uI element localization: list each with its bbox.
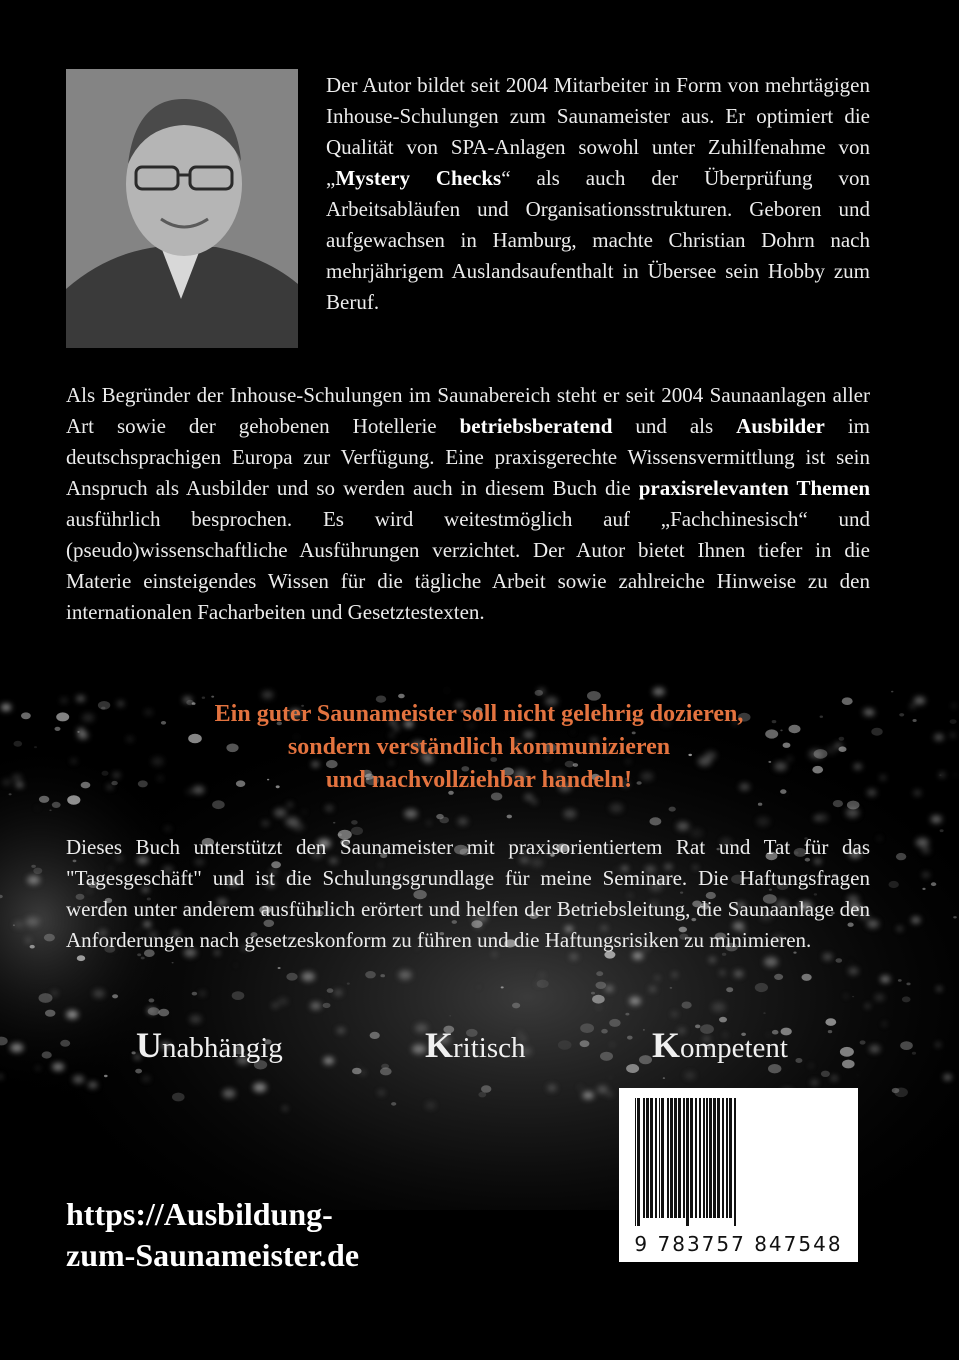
water-droplet xyxy=(535,690,543,696)
water-droplet xyxy=(325,805,333,811)
barcode-icon xyxy=(631,1098,846,1226)
water-droplet xyxy=(234,964,237,966)
barcode-bar xyxy=(729,1098,732,1218)
water-droplet xyxy=(200,991,206,995)
water-droplet xyxy=(272,1003,279,1008)
water-droplet xyxy=(380,974,385,977)
water-droplet xyxy=(795,1058,802,1063)
water-droplet xyxy=(810,1065,813,1067)
water-droplet xyxy=(682,1002,692,1009)
water-droplet xyxy=(953,916,957,918)
water-droplet xyxy=(764,957,778,967)
water-droplet xyxy=(860,1040,866,1044)
water-droplet xyxy=(625,1013,629,1016)
water-droplet xyxy=(596,971,603,976)
water-droplet xyxy=(897,927,903,931)
water-droplet xyxy=(922,888,925,890)
water-droplet xyxy=(481,1085,491,1092)
water-droplet xyxy=(77,955,85,961)
water-droplet xyxy=(931,816,942,824)
barcode-bar xyxy=(726,1098,728,1218)
water-droplet xyxy=(352,1068,362,1075)
water-droplet xyxy=(42,1051,52,1058)
water-droplet xyxy=(212,800,225,809)
bio-text-1: Der Autor bildet seit 2004 Mitarbeiter in Form von mehrtägigen Inhouse-Schulungen zum Saunameister aus. Er optimiert die Qualität von SPA-Anlagen sowohl unter Zuhilfenahme von „ xyxy=(326,73,870,190)
water-droplet xyxy=(52,802,61,808)
water-droplet xyxy=(334,990,342,996)
water-droplet xyxy=(49,810,51,812)
water-droplet xyxy=(610,1077,612,1079)
water-droplet xyxy=(899,713,904,716)
barcode-bar xyxy=(650,1098,653,1218)
water-droplet xyxy=(278,967,281,969)
water-droplet xyxy=(10,1043,23,1052)
water-droplet xyxy=(639,1055,652,1064)
barcode-bar xyxy=(643,1098,645,1218)
water-droplet xyxy=(39,796,49,803)
water-droplet xyxy=(302,972,315,981)
water-droplet xyxy=(720,971,725,974)
water-droplet xyxy=(831,1076,837,1080)
url-line-2: zum-Saunameister.de xyxy=(66,1237,360,1273)
water-droplet xyxy=(656,977,660,980)
barcode-bar xyxy=(717,1098,720,1218)
water-droplet xyxy=(898,979,902,982)
water-droplet xyxy=(950,719,957,724)
water-droplet xyxy=(112,994,118,998)
water-droplet xyxy=(597,1086,608,1093)
water-droplet xyxy=(73,1075,84,1083)
barcode-bar xyxy=(670,1098,673,1218)
barcode-bar xyxy=(674,1098,677,1218)
quote-line-1: Ein guter Saunameister soll nicht gelehrig dozieren, xyxy=(214,701,744,727)
water-droplet xyxy=(26,917,39,926)
water-droplet xyxy=(370,1032,380,1039)
water-droplet xyxy=(840,1047,854,1057)
water-droplet xyxy=(939,775,941,776)
water-droplet xyxy=(852,996,854,997)
author-bio xyxy=(326,70,870,318)
water-droplet xyxy=(378,1091,384,1095)
barcode-bar xyxy=(699,1098,701,1218)
water-droplet xyxy=(142,1076,150,1082)
barcode-bar xyxy=(713,1098,716,1218)
water-droplet xyxy=(425,1102,435,1109)
water-droplet xyxy=(192,992,197,996)
water-droplet xyxy=(1,704,11,711)
water-droplet xyxy=(223,1089,236,1098)
water-droplet xyxy=(512,1003,520,1009)
water-droplet xyxy=(758,803,762,806)
water-droplet xyxy=(709,958,716,963)
isbn-number: 9 783757 847548 xyxy=(634,1232,843,1256)
water-droplet xyxy=(507,815,512,819)
water-droplet xyxy=(478,987,480,988)
p2-bold-2: Ausbilder xyxy=(736,414,825,438)
isbn-barcode xyxy=(619,1088,858,1262)
water-droplet xyxy=(629,997,641,1005)
barcode-bar xyxy=(655,1098,657,1218)
water-droplet xyxy=(293,823,305,831)
water-droplet xyxy=(653,688,665,696)
author-photo xyxy=(66,69,298,348)
keyword-kompetent xyxy=(652,1024,788,1066)
water-droplet xyxy=(811,1080,818,1085)
water-droplet xyxy=(821,1071,830,1077)
bio-text-2: “ als auch der Überprüfung von Arbeitsabläufen und Organisationsstrukturen. Geboren und aufgewachsen in Hamburg, machte Christian Dohrn nach mehrjährigem Auslandsaufenthalt in Übersee sein Hobby zum Beruf. xyxy=(326,166,870,314)
water-droplet xyxy=(849,961,852,963)
water-droplet xyxy=(141,957,145,960)
water-droplet xyxy=(605,986,613,992)
water-droplet xyxy=(323,1057,334,1064)
water-droplet xyxy=(857,1075,859,1076)
water-droplet xyxy=(55,727,61,731)
water-droplet xyxy=(755,983,768,992)
water-droplet xyxy=(347,983,350,985)
water-droplet xyxy=(774,974,783,980)
water-droplet xyxy=(828,1030,832,1033)
water-droplet xyxy=(172,1093,185,1102)
water-droplet xyxy=(253,1083,266,1092)
water-droplet xyxy=(596,982,607,989)
water-droplet xyxy=(916,838,929,847)
water-droplet xyxy=(31,865,36,868)
barcode-bar xyxy=(734,1098,736,1226)
barcode-bar xyxy=(709,1098,712,1218)
water-droplet xyxy=(598,1007,600,1009)
water-droplet xyxy=(478,1092,486,1098)
keyword-initial: K xyxy=(425,1025,454,1065)
water-droplet xyxy=(889,881,899,888)
water-droplet xyxy=(537,980,549,988)
water-droplet xyxy=(287,803,293,807)
water-droplet xyxy=(458,818,468,825)
water-droplet xyxy=(27,876,40,885)
water-droplet xyxy=(922,848,931,854)
water-droplet xyxy=(404,809,417,818)
water-droplet xyxy=(802,974,812,981)
water-droplet xyxy=(93,990,105,998)
water-droplet xyxy=(601,1029,608,1034)
p2-bold-3: praxisrelevanten Themen xyxy=(638,476,870,500)
water-droplet xyxy=(51,991,58,996)
water-droplet xyxy=(381,1064,389,1070)
barcode-bar xyxy=(695,1098,697,1218)
water-droplet xyxy=(880,976,890,983)
water-droplet xyxy=(583,1092,594,1100)
water-droplet xyxy=(685,1072,696,1079)
barcode-bar xyxy=(667,1098,669,1218)
water-droplet xyxy=(673,973,677,976)
water-droplet xyxy=(833,800,843,807)
water-droplet xyxy=(13,741,22,747)
water-droplet xyxy=(892,1088,900,1093)
keyword-initial: K xyxy=(652,1025,681,1065)
url-line-1: https://Ausbildung- xyxy=(66,1196,333,1232)
water-droplet xyxy=(547,1085,556,1091)
water-droplet xyxy=(580,1040,590,1047)
highlight-quote xyxy=(66,698,892,797)
water-droplet xyxy=(726,987,733,992)
water-droplet xyxy=(936,1043,940,1046)
keyword-rest: ompetent xyxy=(680,1032,788,1064)
website-url[interactable] xyxy=(66,1194,359,1276)
water-droplet xyxy=(327,988,334,993)
barcode-bar xyxy=(635,1098,636,1226)
water-droplet xyxy=(609,1019,620,1027)
water-droplet xyxy=(847,801,860,810)
keyword-initial: U xyxy=(136,1025,162,1065)
water-droplet xyxy=(540,974,545,978)
water-droplet xyxy=(274,808,286,817)
water-droplet xyxy=(558,1040,572,1050)
water-droplet xyxy=(844,995,848,998)
water-droplet xyxy=(610,803,623,812)
water-droplet xyxy=(501,986,504,988)
water-droplet xyxy=(913,719,917,722)
water-droplet xyxy=(39,993,53,1003)
water-droplet xyxy=(9,793,12,795)
water-droplet xyxy=(398,970,411,979)
water-droplet xyxy=(878,837,881,839)
water-droplet xyxy=(712,1002,726,1012)
water-droplet xyxy=(591,992,595,995)
water-droplet xyxy=(283,1107,288,1110)
water-droplet xyxy=(914,697,925,705)
water-droplet xyxy=(600,1052,613,1061)
water-droplet xyxy=(60,1040,70,1047)
water-droplet xyxy=(262,821,270,826)
water-droplet xyxy=(232,991,245,1000)
keyword-kritisch xyxy=(425,1024,526,1066)
book-description: Dieses Buch unterstützt den Saunameister mit praxisorientiertem Rat und Tat für das "Tagesgeschäft" und ist die Schulungsgrundlage für meine Seminare. Die Haftungsfragen werden unter anderem ausführlich erörtert und helfen der Betriebsleitung, die Saunaanlage den Anforderungen nach gesetzeskonform zu führen und die Haftungsrisiken zu minimieren. xyxy=(66,835,870,952)
water-droplet xyxy=(911,705,915,708)
water-droplet xyxy=(922,872,930,877)
water-droplet xyxy=(158,1009,169,1017)
water-droplet xyxy=(846,808,860,818)
barcode-bar xyxy=(683,1098,685,1218)
water-droplet xyxy=(333,822,335,824)
water-droplet xyxy=(914,790,921,795)
water-droplet xyxy=(439,817,449,824)
water-droplet xyxy=(734,970,744,977)
barcode-bar xyxy=(686,1098,689,1226)
water-droplet xyxy=(611,1044,615,1047)
water-droplet xyxy=(954,774,957,776)
water-droplet xyxy=(757,817,770,826)
barcode-bar xyxy=(690,1098,693,1218)
water-droplet xyxy=(33,868,42,874)
water-droplet xyxy=(36,1067,40,1069)
p2-text-3: im deutschsprachigen Europa zur Verfügung. Eine praxisgerechte Wissensvermittlung ist sein Anspruch als Ausbilder und so werden auch in diesem Buch die xyxy=(66,414,871,500)
water-droplet xyxy=(337,1028,345,1034)
water-droplet xyxy=(848,968,858,975)
water-droplet xyxy=(148,1007,160,1015)
water-droplet xyxy=(52,1063,64,1071)
water-droplet xyxy=(26,939,31,942)
water-droplet xyxy=(12,774,22,781)
barcode-bar xyxy=(661,1098,664,1218)
p2-bold-1: betriebsberatend xyxy=(459,414,613,438)
water-droplet xyxy=(906,983,910,986)
water-droplet xyxy=(34,746,37,748)
water-droplet xyxy=(669,807,676,812)
water-droplet xyxy=(303,811,306,813)
water-droplet xyxy=(643,1029,645,1030)
water-droplet xyxy=(104,1075,108,1077)
water-droplet xyxy=(172,962,174,963)
water-droplet xyxy=(627,1036,633,1040)
water-droplet xyxy=(842,1060,855,1069)
water-droplet xyxy=(940,829,944,832)
p2-text-1: Als Begründer der Inhouse-Schulungen im Saunabereich steht er seit 2004 Saunaanlagen aller Art sowie der gehobenen Hotellerie xyxy=(66,383,870,438)
water-droplet xyxy=(952,705,955,707)
water-droplet xyxy=(21,712,31,719)
water-droplet xyxy=(934,734,943,741)
water-droplet xyxy=(578,1086,582,1089)
water-droplet xyxy=(911,917,920,923)
water-droplet xyxy=(66,1010,78,1018)
water-droplet xyxy=(626,1064,639,1073)
water-droplet xyxy=(365,971,376,978)
water-droplet xyxy=(672,1012,678,1016)
p2-text-2: und als xyxy=(612,414,737,438)
water-droplet xyxy=(278,998,288,1005)
water-droplet xyxy=(310,1002,321,1010)
barcode-bar xyxy=(706,1098,708,1218)
water-droplet xyxy=(580,1023,594,1033)
quote-line-2: sondern verständlich kommunizieren xyxy=(287,734,671,760)
water-droplet xyxy=(531,800,537,804)
water-droplet xyxy=(2,779,11,786)
water-droplet xyxy=(391,1102,396,1106)
water-droplet xyxy=(357,1064,360,1066)
water-droplet xyxy=(670,987,673,989)
water-droplet xyxy=(869,1045,880,1053)
water-droplet xyxy=(896,853,906,860)
barcode-bar xyxy=(646,1098,649,1218)
water-droplet xyxy=(900,1041,913,1050)
water-droplet xyxy=(825,1018,836,1026)
water-droplet xyxy=(190,1015,202,1023)
water-droplet xyxy=(866,1005,870,1008)
barcode-bar xyxy=(703,1098,705,1218)
water-droplet xyxy=(449,1015,451,1016)
barcode-bar xyxy=(659,1098,660,1218)
water-droplet xyxy=(763,1012,765,1014)
water-droplet xyxy=(836,958,843,963)
barcode-bar xyxy=(722,1098,724,1218)
water-droplet xyxy=(891,691,893,693)
author-portrait-icon xyxy=(66,69,298,348)
water-droplet xyxy=(592,995,605,1004)
water-droplet xyxy=(719,1017,727,1023)
water-droplet xyxy=(13,925,15,926)
water-droplet xyxy=(88,1082,97,1089)
water-droplet xyxy=(16,782,24,787)
water-droplet xyxy=(427,822,431,825)
water-droplet xyxy=(649,987,656,992)
water-droplet xyxy=(564,809,577,818)
water-droplet xyxy=(36,807,39,809)
water-droplet xyxy=(663,1077,665,1079)
water-droplet xyxy=(149,998,155,1002)
water-droplet xyxy=(30,945,35,949)
water-droplet xyxy=(607,1092,613,1096)
water-droplet xyxy=(44,934,55,942)
quote-line-3: und nachvollziehbar handeln! xyxy=(325,767,633,793)
keyword-rest: nabhängig xyxy=(162,1032,283,1064)
water-droplet xyxy=(937,987,942,990)
barcode-bar xyxy=(678,1098,681,1218)
water-droplet xyxy=(951,734,955,737)
keyword-rest: ritisch xyxy=(453,1032,526,1064)
founder-paragraph xyxy=(66,380,870,628)
water-droplet xyxy=(650,817,662,825)
water-droplet xyxy=(875,994,885,1001)
water-droplet xyxy=(13,921,23,928)
water-droplet xyxy=(323,1003,331,1008)
water-droplet xyxy=(882,1023,886,1026)
barcode-bar xyxy=(637,1098,640,1226)
keyword-unabhaengig xyxy=(136,1024,283,1066)
water-droplet xyxy=(45,1010,55,1017)
water-droplet xyxy=(813,816,820,821)
p2-text-4: ausführlich besprochen. Es wird weitestmöglich auf „Fachchinesisch“ und (pseudo)wissenschaftliche Ausführungen verzichtet. Der Autor bietet Ihnen tiefer in die Materie einsteigendes Wissen für die tägliche Arbeit sowie zahlreiche Hinweise zu den internationalen Facharbeiten und Gesetztestexten. xyxy=(66,507,870,624)
water-droplet xyxy=(944,1075,952,1080)
water-droplet xyxy=(902,996,911,1002)
water-droplet xyxy=(164,826,171,831)
water-droplet xyxy=(931,882,936,886)
water-droplet xyxy=(351,820,358,825)
bio-bold-mystery-checks: Mystery Checks xyxy=(335,166,502,190)
water-droplet xyxy=(135,1069,142,1074)
water-droplet xyxy=(286,973,297,981)
water-droplet xyxy=(412,1044,426,1053)
water-droplet xyxy=(445,689,448,691)
water-droplet xyxy=(912,1052,916,1055)
water-droplet xyxy=(677,822,689,831)
